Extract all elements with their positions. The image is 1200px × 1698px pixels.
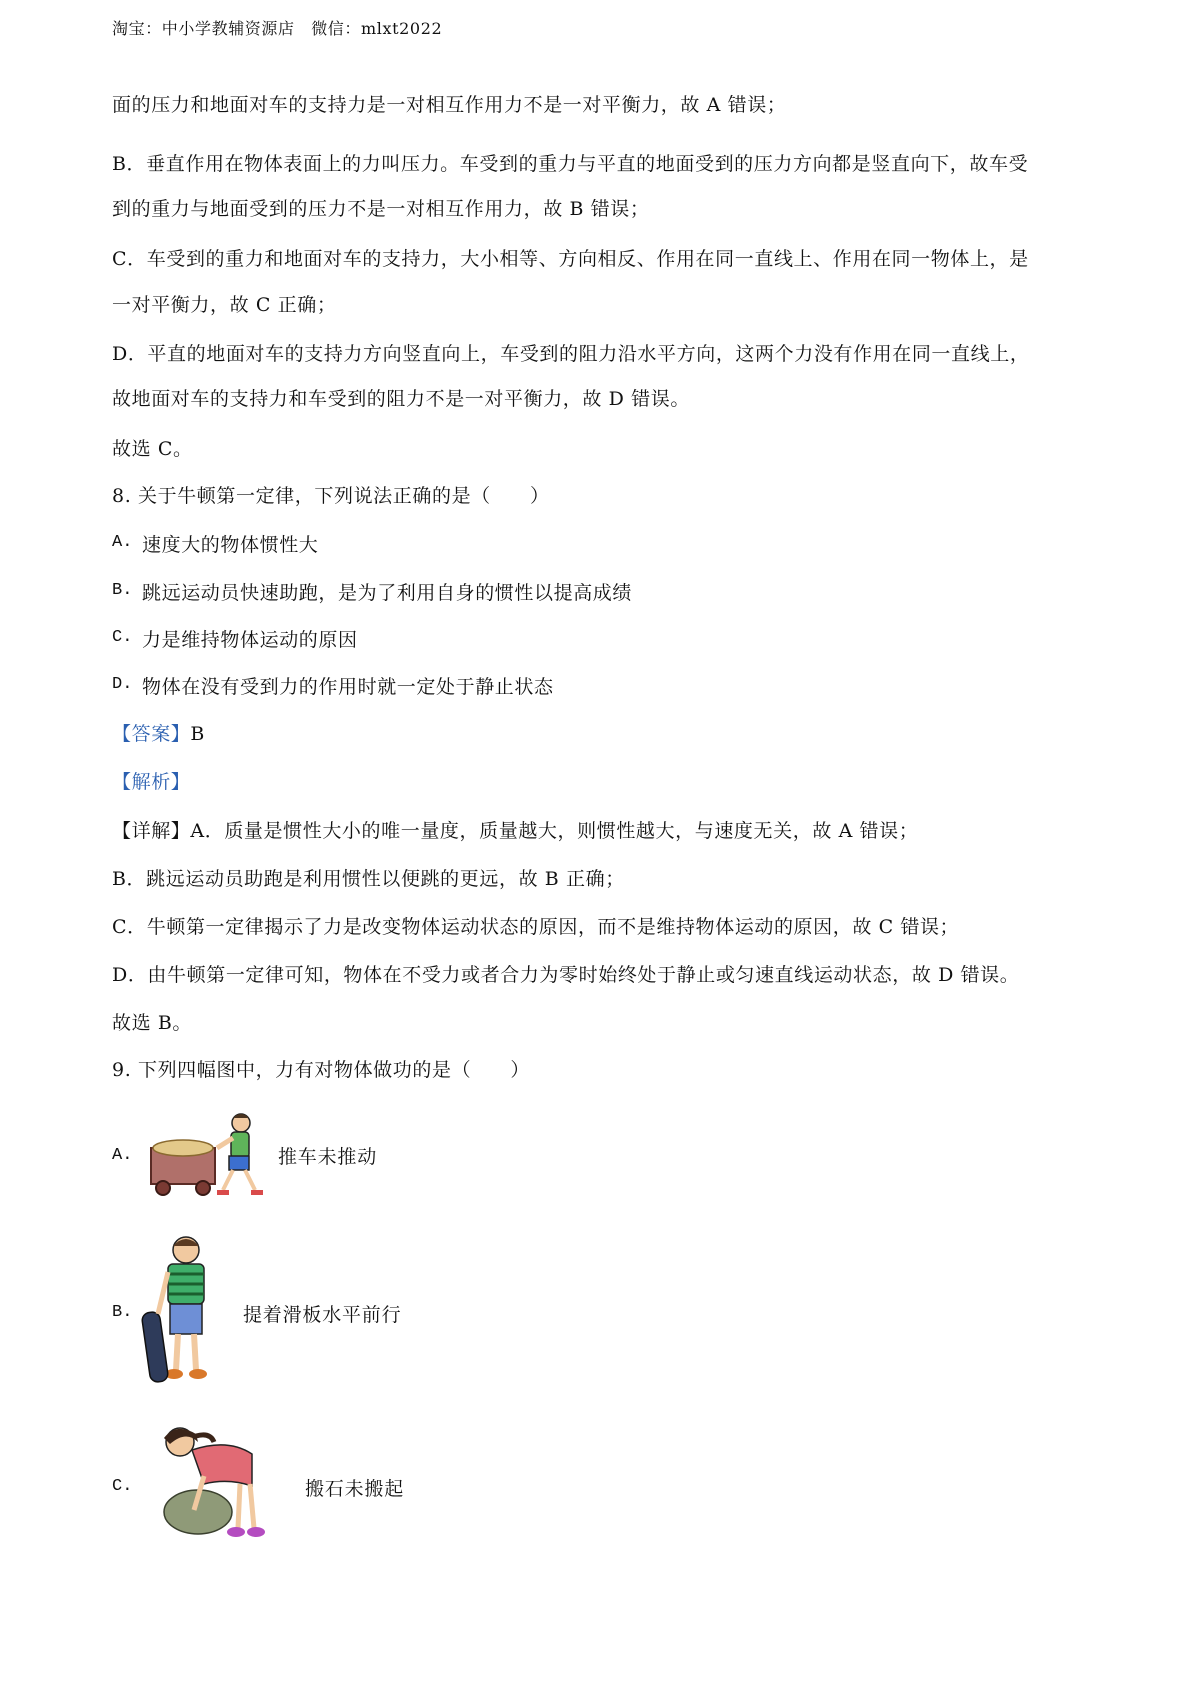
paragraph-line: 一对平衡力，故 C 正确；	[112, 294, 337, 316]
q8-option-b-label: B.	[112, 581, 133, 600]
paragraph-line: 故选 C。	[112, 438, 193, 460]
q9-option-c-label: C.	[112, 1477, 133, 1496]
q9-option-c-caption: 搬石未搬起	[305, 1478, 405, 1500]
q9-option-b-caption: 提着滑板水平前行	[243, 1304, 402, 1326]
answer-value: B	[190, 723, 205, 745]
q9-option-a-label: A.	[112, 1146, 133, 1165]
detail-line: D．由牛顿第一定律可知，物体在不受力或者合力为零时始终处于静止或匀速直线运动状态，故 D 错误。	[112, 964, 1020, 986]
q8-option-c-text: 力是维持物体运动的原因	[142, 629, 358, 651]
q8-option-c-label: C.	[112, 628, 133, 647]
paragraph-line: B．垂直作用在物体表面上的力叫压力。车受到的重力与平直的地面受到的压力方向都是竖直向下，故车受	[112, 153, 1029, 175]
paragraph-line: D．平直的地面对车的支持力方向竖直向上，车受到的阻力沿水平方向，这两个力没有作用在同一直线上，	[112, 343, 1030, 365]
analysis-tag: 【解析】	[112, 771, 191, 793]
q8-option-d-text: 物体在没有受到力的作用时就一定处于静止状态	[142, 676, 554, 698]
question-9-stem: 9. 下列四幅图中，力有对物体做功的是（ ）	[112, 1059, 530, 1081]
detail-line: 【详解】A．质量是惯性大小的唯一量度，质量越大，则惯性越大，与速度无关，故 A 错误；	[112, 820, 919, 842]
answer-tag: 【答案】	[112, 723, 191, 745]
paragraph-line: 故地面对车的支持力和车受到的阻力不是一对平衡力，故 D 错误。	[112, 388, 690, 410]
paragraph-line: 面的压力和地面对车的支持力是一对相互作用力不是一对平衡力，故 A 错误；	[112, 94, 787, 116]
q8-option-a-label: A.	[112, 533, 133, 552]
paragraph-line: 到的重力与地面受到的压力不是一对相互作用力，故 B 错误；	[112, 198, 650, 220]
question-8-stem: 8. 关于牛顿第一定律，下列说法正确的是（ ）	[112, 485, 550, 507]
detail-line: 故选 B。	[112, 1012, 193, 1034]
push-cart-illustration	[145, 1108, 275, 1198]
page-header: 淘宝：中小学教辅资源店 微信：mlxt2022	[112, 19, 443, 38]
lift-stone-illustration	[148, 1420, 278, 1542]
detail-line: B．跳远运动员助跑是利用惯性以便跳的更远，故 B 正确；	[112, 868, 625, 890]
paragraph-line: C．车受到的重力和地面对车的支持力，大小相等、方向相反、作用在同一直线上、作用在同一物体上，是	[112, 248, 1029, 270]
answer-line	[112, 721, 205, 747]
q9-option-b-label: B.	[112, 1303, 133, 1322]
skateboard-boy-illustration	[140, 1232, 220, 1392]
detail-line: C．牛顿第一定律揭示了力是改变物体运动状态的原因，而不是维持物体运动的原因，故 C 错误；	[112, 916, 960, 938]
q8-option-d-label: D.	[112, 675, 133, 694]
q8-option-a-text: 速度大的物体惯性大	[142, 534, 319, 556]
q8-option-b-text: 跳远运动员快速助跑，是为了利用自身的惯性以提高成绩	[142, 582, 633, 604]
q9-option-a-caption: 推车未推动	[278, 1146, 378, 1168]
